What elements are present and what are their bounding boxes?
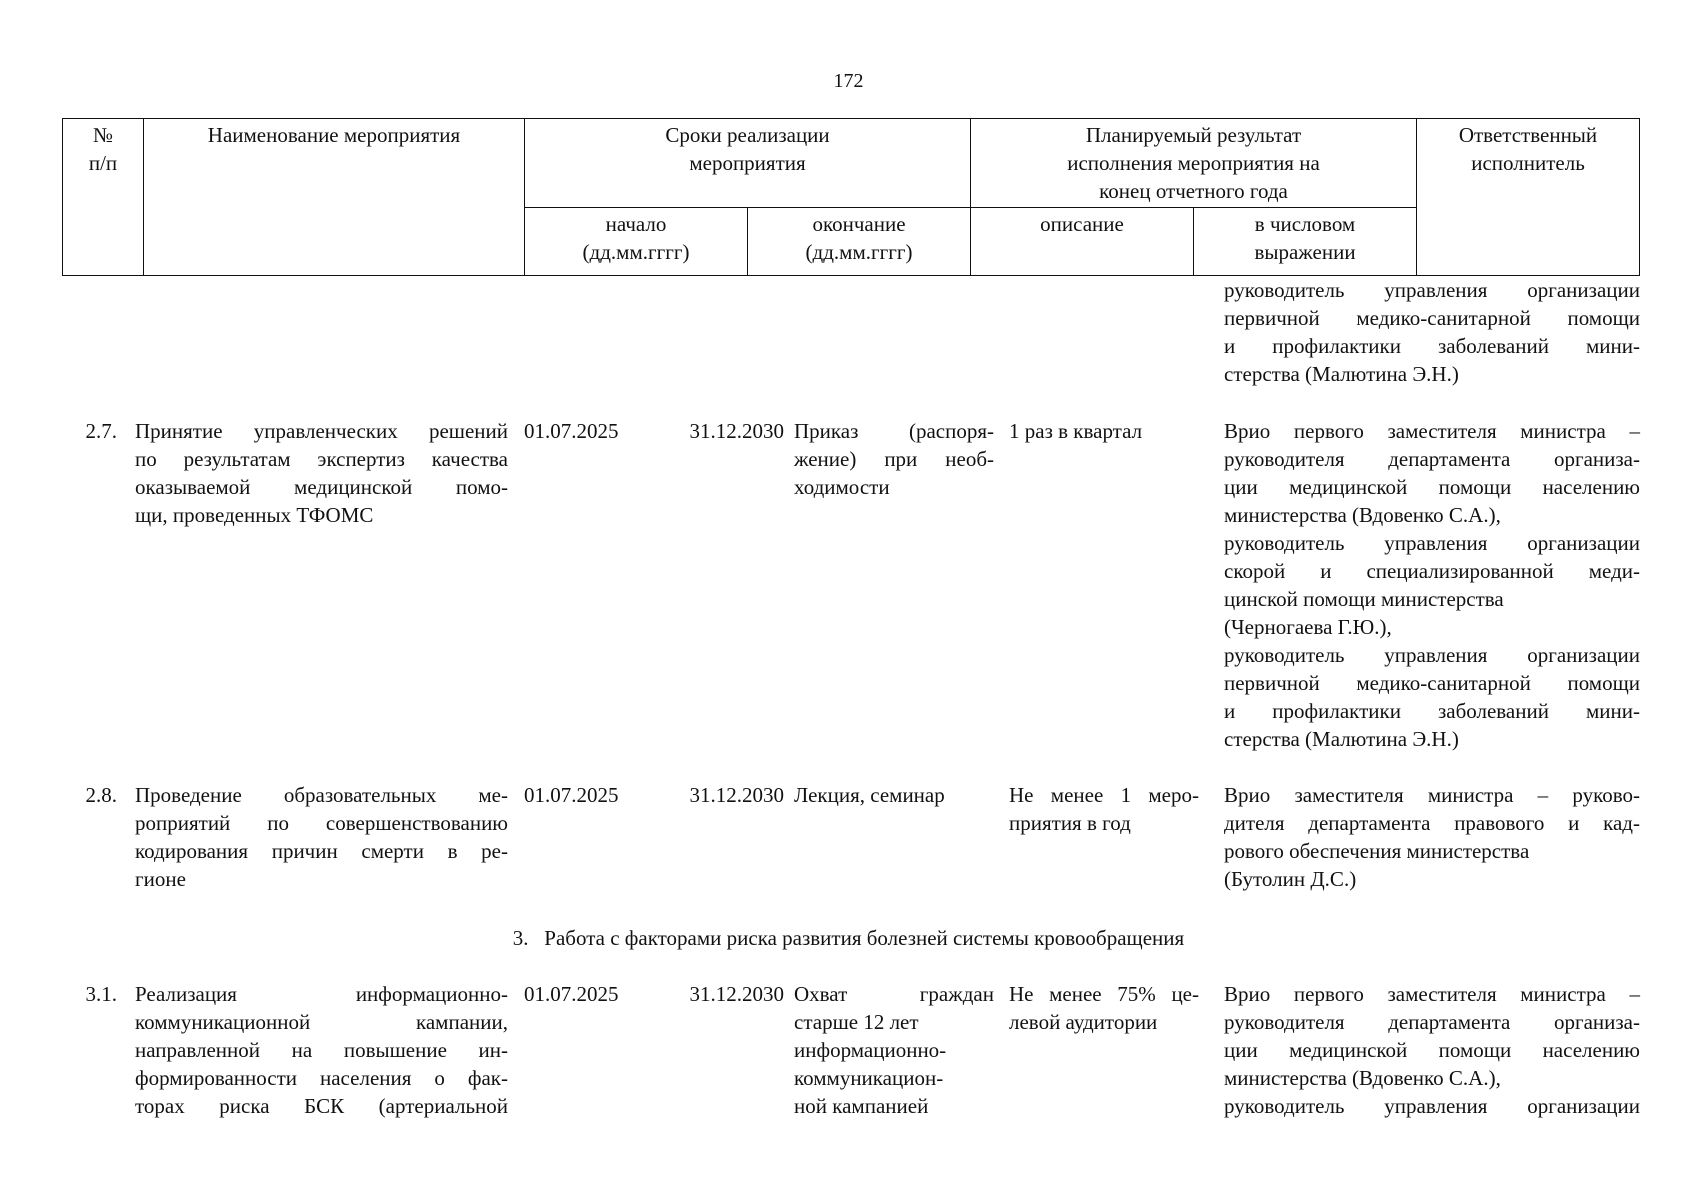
row-number: 3.1.	[85, 982, 117, 1006]
page-number: 172	[833, 70, 864, 92]
row-start-date: 01.07.2025	[524, 982, 619, 1006]
section-heading: 3. Работа с факторами риска развития болезней системы кровообращения	[512, 926, 1185, 950]
header-responsible: Ответственный исполнитель	[1417, 119, 1640, 276]
row-start-date: 01.07.2025	[524, 419, 619, 443]
header-numeric: в числовом выражении	[1194, 208, 1417, 276]
header-result: Планируемый результат исполнения мероприятия на конец отчетного года	[971, 119, 1417, 208]
row-responsible: Врио первого заместителя министра – руководителя департамента организа- ции медицинской помощи населению министерства (Вдовенко С.А.), руководитель управления организации	[1224, 982, 1640, 1118]
header-num: № п/п	[63, 119, 144, 276]
table-header	[62, 118, 1640, 276]
row-name: Принятие управленческих решений по результатам экспертиз качества оказываемой медицинской помо- щи, проведенных ТФОМС	[135, 419, 508, 527]
row-name: Проведение образовательных ме- роприятий по совершенствованию кодирования причин смерти в ре- гионе	[135, 783, 508, 891]
header-terms: Сроки реализации мероприятия	[525, 119, 971, 208]
row-number: 2.8.	[85, 783, 117, 807]
row-end-date: 31.12.2030	[689, 783, 784, 807]
row-name: Реализация информационно- коммуникационной кампании, направленной на повышение ин- формированности населения о фак- торах риска БСК (артериальной	[135, 982, 508, 1118]
header-name: Наименование мероприятия	[144, 119, 525, 276]
row-description: Лекция, семинар	[794, 783, 945, 807]
row-description: Охват граждан старше 12 лет информационно- коммуникацион- ной кампанией	[794, 982, 994, 1118]
header-start: начало (дд.мм.гггг)	[525, 208, 748, 276]
row-end-date: 31.12.2030	[689, 982, 784, 1006]
row-responsible: Врио первого заместителя министра – руководителя департамента организа- ции медицинской помощи населению министерства (Вдовенко С.А.), руководитель управления организации скорой и специализированной меди- цинской помощи министерства (Черногаева Г.Ю.), руководитель управления организации первичной медико-санитарной помощи и профилактики заболеваний мини- стерства (Малютина Э.Н.)	[1224, 419, 1640, 751]
row-value: 1 раз в квартал	[1009, 419, 1143, 443]
row-number: 2.7.	[85, 419, 117, 443]
row-description: Приказ (распоря- жение) при необ- ходимости	[794, 419, 994, 499]
header-end: окончание (дд.мм.гггг)	[748, 208, 971, 276]
header-description: описание	[971, 208, 1194, 276]
row-value: Не менее 75% це- левой аудитории	[1009, 982, 1199, 1034]
row-end-date: 31.12.2030	[689, 419, 784, 443]
carryover-responsible: руководитель управления организации первичной медико-санитарной помощи и профилактики заболеваний мини- стерства (Малютина Э.Н.)	[1224, 278, 1640, 386]
row-start-date: 01.07.2025	[524, 783, 619, 807]
row-value: Не менее 1 меро- приятия в год	[1009, 783, 1199, 835]
row-responsible: Врио заместителя министра – руково- дителя департамента правового и кад- рового обеспечения министерства (Бутолин Д.С.)	[1224, 783, 1640, 891]
